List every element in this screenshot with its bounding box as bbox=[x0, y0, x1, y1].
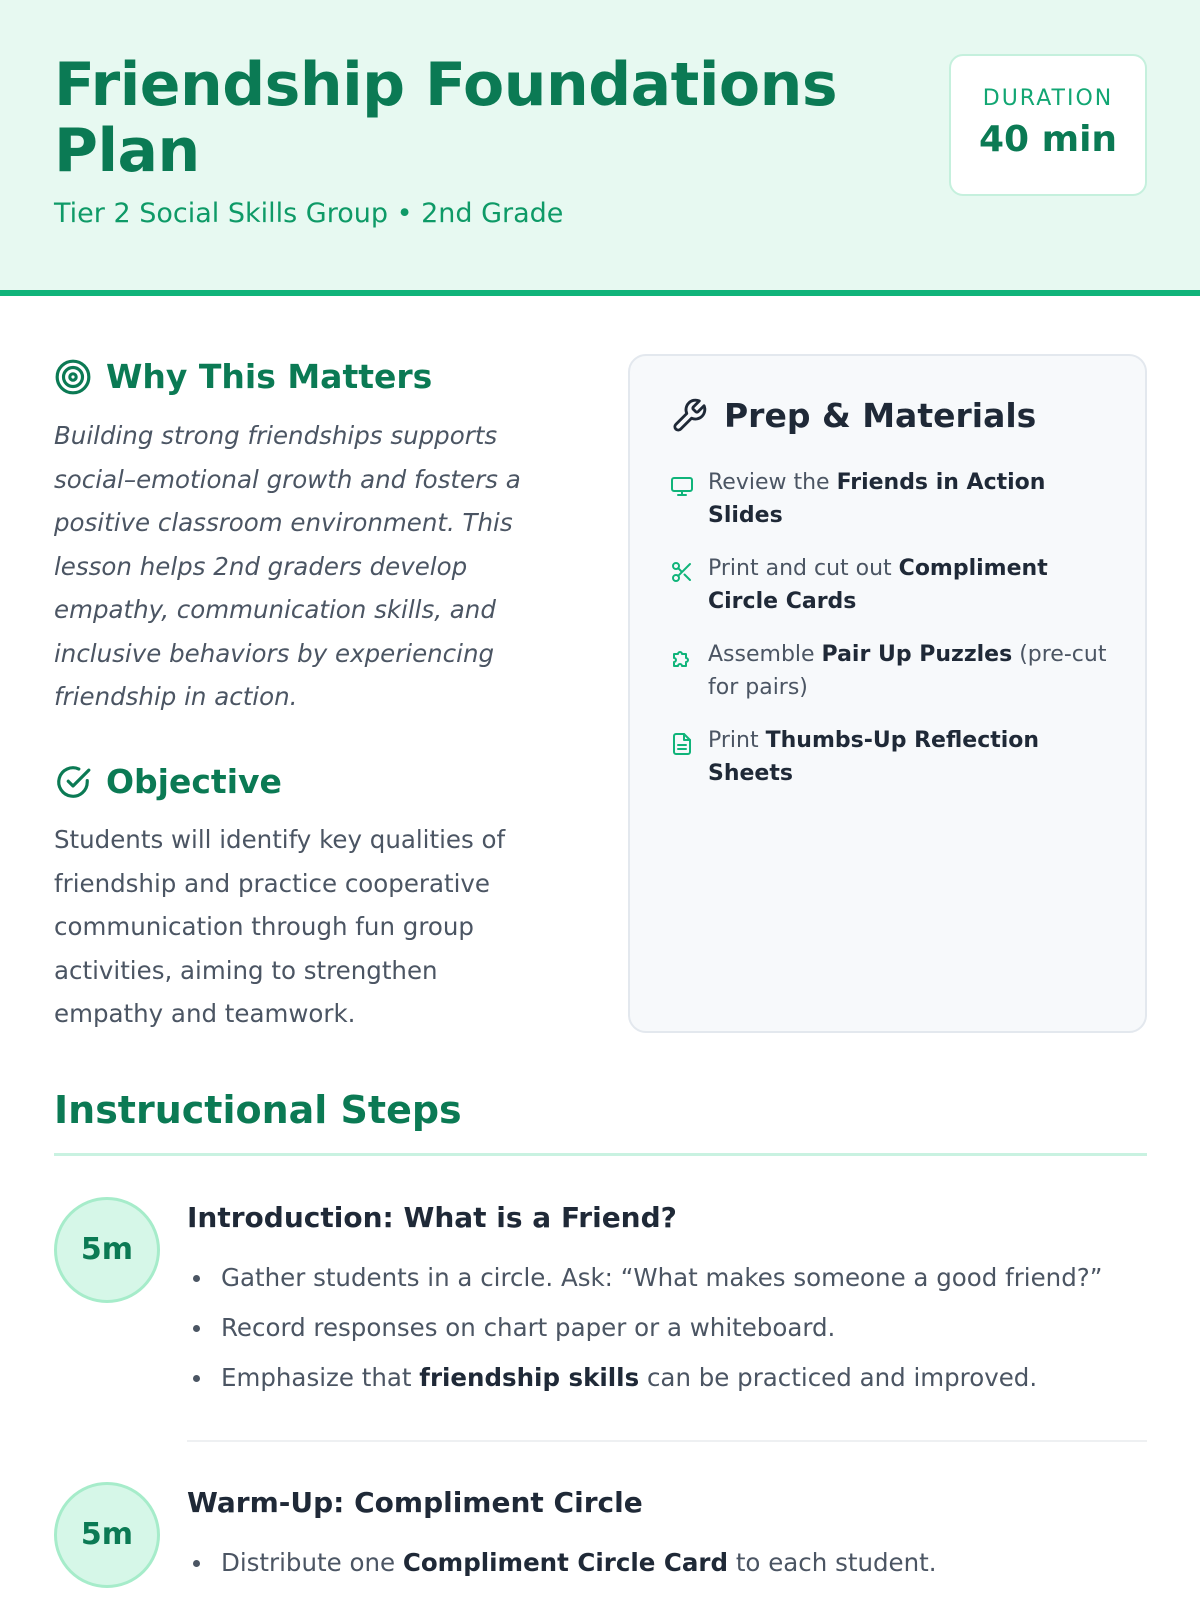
step-time-badge: 5m bbox=[54, 1197, 160, 1303]
why-heading bbox=[54, 357, 432, 396]
check-circle-icon bbox=[54, 763, 92, 801]
step-body bbox=[187, 1482, 1147, 1588]
why-heading-text: Why This Matters bbox=[106, 357, 433, 396]
step-title: Warm-Up: Compliment Circle bbox=[187, 1486, 643, 1519]
prep-item: Print Thumbs-Up Reflection Sheets bbox=[670, 724, 1110, 790]
page-subtitle: Tier 2 Social Skills Group • 2nd Grade bbox=[54, 198, 564, 229]
prep-item: Print and cut out Compliment Circle Cards bbox=[670, 552, 1110, 618]
why-text: Building strong friendships supports social–emotional growth and fosters a positive classroom environment. This lesson helps 2nd graders develop empathy, communication skills, and inclusive behaviors by experiencing friendship in action. bbox=[54, 421, 521, 711]
document-icon bbox=[670, 732, 694, 756]
step-bullet: Distribute one Compliment Circle Card to each student. bbox=[187, 1538, 1147, 1588]
duration-value: 40 min bbox=[978, 119, 1118, 160]
step-bullets bbox=[187, 1253, 1147, 1403]
step-bullet: Gather students in a circle. Ask: “What makes someone a good friend?” bbox=[187, 1253, 1147, 1303]
step-bullet: Emphasize that friendship skills can be practiced and improved. bbox=[187, 1353, 1147, 1403]
prep-item: Review the Friends in Action Slides bbox=[670, 466, 1110, 532]
target-icon bbox=[54, 358, 92, 396]
prep-item: Assemble Pair Up Puzzles (pre-cut for pairs) bbox=[670, 638, 1110, 704]
step-bullet: Record responses on chart paper or a whiteboard. bbox=[187, 1303, 1147, 1353]
prep-list bbox=[670, 466, 1110, 810]
objective-heading bbox=[54, 762, 282, 801]
step-bullets bbox=[187, 1538, 1147, 1588]
objective-heading-text: Objective bbox=[106, 762, 282, 801]
duration-label: DURATION bbox=[982, 86, 1114, 111]
duration-card bbox=[949, 54, 1147, 196]
step-body bbox=[187, 1197, 1147, 1403]
prep-materials-card bbox=[628, 354, 1147, 1033]
step-time-badge: 5m bbox=[54, 1482, 160, 1588]
steps-divider bbox=[54, 1153, 1147, 1156]
monitor-icon bbox=[670, 474, 694, 498]
prep-heading-text: Prep & Materials bbox=[724, 396, 1037, 435]
page-header bbox=[0, 0, 1200, 296]
scissors-icon bbox=[670, 560, 694, 584]
puzzle-icon bbox=[670, 646, 694, 670]
step-divider bbox=[187, 1440, 1147, 1442]
objective-text: Students will identify key qualities of friendship and practice cooperative communication through fun group activities, aiming to strengthen empathy and teamwork. bbox=[54, 825, 506, 1028]
steps-heading: Instructional Steps bbox=[54, 1088, 462, 1132]
page-title: Friendship Foundations Plan bbox=[54, 50, 838, 186]
wrench-icon bbox=[670, 397, 708, 435]
step-title: Introduction: What is a Friend? bbox=[187, 1201, 677, 1234]
prep-heading bbox=[670, 396, 1036, 435]
